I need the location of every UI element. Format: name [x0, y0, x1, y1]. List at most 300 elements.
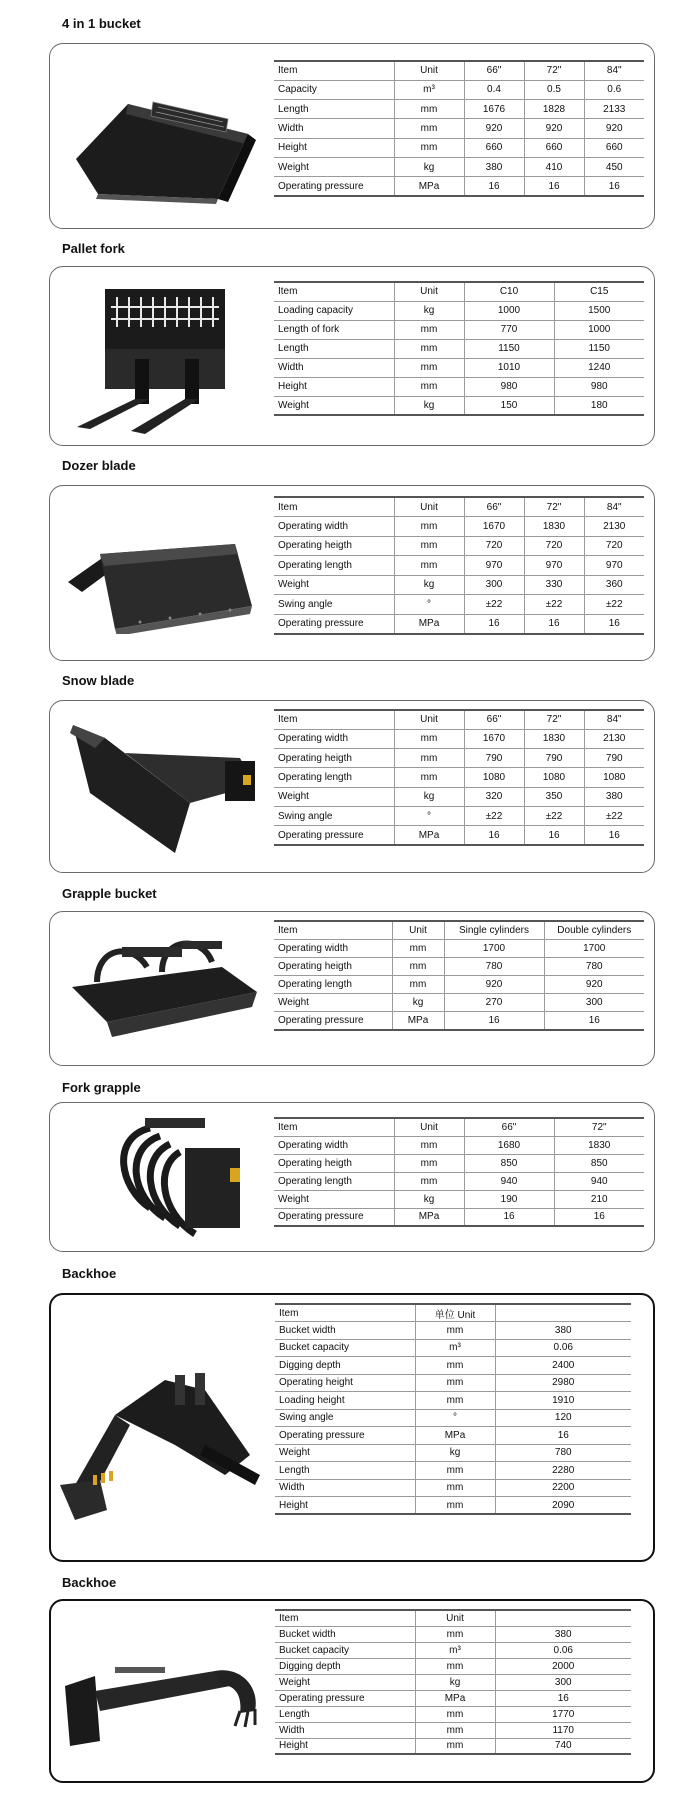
row-label: Operating length [274, 768, 394, 787]
row-label: Operating width [274, 517, 394, 537]
table-row [274, 614, 644, 634]
table-row [274, 806, 644, 825]
column-header: Unit [394, 282, 464, 301]
row-label: Weight [274, 396, 394, 415]
table-row [275, 1374, 631, 1392]
table-cell: 920 [524, 119, 584, 138]
table-cell: ±22 [584, 806, 644, 825]
table-cell: 320 [464, 787, 524, 806]
column-header: Item [274, 921, 392, 939]
table-cell: mm [394, 749, 464, 768]
table-cell: mm [392, 939, 444, 957]
row-label: Length [275, 1462, 415, 1480]
product-card-grapple-bucket [49, 911, 655, 1066]
table-row [275, 1479, 631, 1497]
table-cell: 720 [584, 536, 644, 556]
table-row [275, 1357, 631, 1375]
table-cell: mm [415, 1479, 495, 1497]
table-cell: mm [415, 1357, 495, 1375]
table-cell: 16 [464, 1208, 554, 1226]
table-row [274, 377, 644, 396]
section-title-dozer-blade: Dozer blade [62, 458, 136, 473]
table-cell: kg [394, 396, 464, 415]
table-cell: 16 [495, 1427, 631, 1445]
table-cell: 980 [464, 377, 554, 396]
four-in-one-bucket-photo [58, 74, 258, 214]
table-row [275, 1674, 631, 1690]
table-cell: ° [394, 806, 464, 825]
row-label: Operating height [275, 1374, 415, 1392]
row-label: Operating pressure [274, 1208, 394, 1226]
row-label: Width [274, 358, 394, 377]
table-cell: 1080 [584, 768, 644, 787]
backhoe-small-photo [55, 1631, 275, 1761]
table-cell: 16 [584, 614, 644, 634]
snow-blade-photo [65, 713, 265, 863]
product-card-backhoe-small [49, 1599, 655, 1783]
column-header: 72" [524, 497, 584, 517]
table-row [275, 1392, 631, 1410]
row-label: Swing angle [274, 806, 394, 825]
column-header: 84" [584, 61, 644, 80]
table-cell: 660 [524, 138, 584, 157]
table-cell: 16 [524, 177, 584, 196]
table-cell: 980 [554, 377, 644, 396]
column-header: 84" [584, 710, 644, 729]
table-cell: 940 [464, 1172, 554, 1190]
table-row [274, 1190, 644, 1208]
section-title-grapple-bucket: Grapple bucket [62, 886, 157, 901]
column-header: 66" [464, 61, 524, 80]
row-label: Weight [274, 787, 394, 806]
column-header: Item [274, 61, 394, 80]
table-cell: 360 [584, 575, 644, 595]
row-label: Operating pressure [274, 177, 394, 196]
table-cell: kg [392, 994, 444, 1012]
table-cell: ±22 [524, 806, 584, 825]
row-label: Height [275, 1497, 415, 1515]
table-cell: 1000 [554, 320, 644, 339]
table-cell: mm [415, 1497, 495, 1515]
row-label: Swing angle [275, 1409, 415, 1427]
table-row [274, 826, 644, 845]
row-label: Bucket width [275, 1626, 415, 1642]
table-cell: 780 [495, 1444, 631, 1462]
table-row [274, 595, 644, 615]
table-cell: 380 [584, 787, 644, 806]
table-cell: 1830 [524, 517, 584, 537]
column-header: Unit [394, 497, 464, 517]
grapple-bucket-photo [62, 927, 262, 1047]
row-label: Bucket width [275, 1322, 415, 1340]
table-cell: 300 [464, 575, 524, 595]
section-title-4in1-bucket: 4 in 1 bucket [62, 16, 141, 31]
table-row [275, 1462, 631, 1480]
table-cell: m³ [415, 1642, 495, 1658]
table-cell: 270 [444, 994, 544, 1012]
table-cell: MPa [394, 177, 464, 196]
table-cell: 330 [524, 575, 584, 595]
product-card-backhoe [49, 1293, 655, 1562]
table-cell: 920 [444, 976, 544, 994]
table-row [275, 1690, 631, 1706]
table-cell: 16 [584, 826, 644, 845]
spec-table-backhoe-small [275, 1609, 631, 1755]
row-label: Operating heigth [274, 749, 394, 768]
row-label: Weight [274, 1190, 394, 1208]
table-cell: 150 [464, 396, 554, 415]
table-cell: 850 [464, 1154, 554, 1172]
table-row [274, 157, 644, 176]
table-cell: 850 [554, 1154, 644, 1172]
row-label: Operating pressure [274, 614, 394, 634]
table-row [274, 1012, 644, 1030]
table-row [275, 1322, 631, 1340]
column-header: Unit [392, 921, 444, 939]
table-cell: 16 [544, 1012, 644, 1030]
table-row [275, 1427, 631, 1445]
column-header: Unit [415, 1610, 495, 1626]
table-cell: mm [394, 556, 464, 576]
table-cell: 16 [464, 177, 524, 196]
fork-grapple-photo [90, 1108, 270, 1248]
column-header: Item [274, 1118, 394, 1136]
row-label: Operating width [274, 1136, 394, 1154]
section-title-backhoe: Backhoe [62, 1266, 117, 1281]
table-cell: ±22 [464, 806, 524, 825]
column-header: 66" [464, 1118, 554, 1136]
table-cell: ° [394, 595, 464, 615]
table-cell: 1150 [464, 339, 554, 358]
table-row [274, 1172, 644, 1190]
table-row [274, 396, 644, 415]
table-cell: 780 [444, 957, 544, 975]
section-title-fork-grapple: Fork grapple [62, 1080, 141, 1095]
section-title-pallet-fork: Pallet fork [62, 241, 125, 256]
table-cell: mm [394, 536, 464, 556]
table-cell: 2130 [584, 729, 644, 748]
table-cell: 2980 [495, 1374, 631, 1392]
row-label: Operating length [274, 1172, 394, 1190]
table-cell: 660 [464, 138, 524, 157]
table-cell: ±22 [584, 595, 644, 615]
table-row [274, 556, 644, 576]
table-cell: mm [394, 138, 464, 157]
table-cell: 350 [524, 787, 584, 806]
table-cell: 1240 [554, 358, 644, 377]
table-cell: 740 [495, 1738, 631, 1754]
table-cell: 1828 [524, 100, 584, 119]
table-cell: 410 [524, 157, 584, 176]
row-label: Width [275, 1722, 415, 1738]
table-cell: 2200 [495, 1479, 631, 1497]
pallet-fork-photo [65, 279, 245, 439]
table-cell: MPa [415, 1690, 495, 1706]
table-row [274, 100, 644, 119]
table-cell: 940 [554, 1172, 644, 1190]
table-cell: 190 [464, 1190, 554, 1208]
table-cell: 450 [584, 157, 644, 176]
table-cell: 300 [544, 994, 644, 1012]
row-label: Digging depth [275, 1357, 415, 1375]
table-cell: mm [394, 1172, 464, 1190]
table-cell: m³ [394, 80, 464, 99]
table-cell: mm [394, 1136, 464, 1154]
row-label: Weight [274, 157, 394, 176]
row-label: Digging depth [275, 1658, 415, 1674]
table-cell: 380 [495, 1626, 631, 1642]
column-header: Unit [394, 1118, 464, 1136]
table-cell: 2400 [495, 1357, 631, 1375]
table-row [274, 575, 644, 595]
product-card-pallet-fork [49, 266, 655, 446]
table-row [274, 177, 644, 196]
table-cell: kg [394, 157, 464, 176]
table-row [275, 1626, 631, 1642]
row-label: Operating length [274, 976, 392, 994]
table-cell: 16 [444, 1012, 544, 1030]
row-label: Capacity [274, 80, 394, 99]
row-label: Length [274, 100, 394, 119]
column-header: Single cylinders [444, 921, 544, 939]
table-cell: 2280 [495, 1462, 631, 1480]
row-label: Length of fork [274, 320, 394, 339]
table-cell: kg [415, 1674, 495, 1690]
table-row [274, 976, 644, 994]
table-cell: kg [394, 301, 464, 320]
table-cell: kg [394, 1190, 464, 1208]
table-cell: 1080 [524, 768, 584, 787]
table-cell: 1080 [464, 768, 524, 787]
table-cell: m³ [415, 1339, 495, 1357]
table-cell: 0.6 [584, 80, 644, 99]
table-cell: 1830 [554, 1136, 644, 1154]
table-cell: 1770 [495, 1706, 631, 1722]
table-row [274, 994, 644, 1012]
table-cell: 1700 [544, 939, 644, 957]
row-label: Weight [274, 994, 392, 1012]
column-header: Double cylinders [544, 921, 644, 939]
table-cell: mm [415, 1392, 495, 1410]
table-row [274, 80, 644, 99]
column-header: Item [274, 497, 394, 517]
table-cell: ±22 [524, 595, 584, 615]
column-header [495, 1304, 631, 1322]
row-label: Height [274, 377, 394, 396]
table-cell: 380 [464, 157, 524, 176]
table-cell: 770 [464, 320, 554, 339]
table-cell: 720 [524, 536, 584, 556]
table-row [275, 1339, 631, 1357]
row-label: Operating pressure [275, 1690, 415, 1706]
product-card-fork-grapple [49, 1102, 655, 1252]
table-header-row [275, 1610, 631, 1626]
row-label: Operating pressure [274, 826, 394, 845]
table-cell: 1676 [464, 100, 524, 119]
column-header: 66" [464, 710, 524, 729]
table-cell: 720 [464, 536, 524, 556]
column-header: C15 [554, 282, 644, 301]
table-row [275, 1658, 631, 1674]
table-cell: mm [415, 1706, 495, 1722]
table-cell: 1670 [464, 517, 524, 537]
row-label: Loading height [275, 1392, 415, 1410]
table-cell: 1150 [554, 339, 644, 358]
row-label: Width [274, 119, 394, 138]
table-row [274, 320, 644, 339]
table-cell: 790 [464, 749, 524, 768]
table-header-row [274, 921, 644, 939]
table-row [274, 536, 644, 556]
column-header: 84" [584, 497, 644, 517]
table-cell: mm [394, 339, 464, 358]
table-cell: 790 [524, 749, 584, 768]
row-label: Height [274, 138, 394, 157]
table-row [274, 729, 644, 748]
table-row [275, 1409, 631, 1427]
table-row [275, 1722, 631, 1738]
table-row [274, 1136, 644, 1154]
column-header: 66" [464, 497, 524, 517]
spec-table-dozer-blade [274, 496, 644, 635]
table-cell: 2000 [495, 1658, 631, 1674]
table-cell: 16 [584, 177, 644, 196]
table-cell: 0.06 [495, 1642, 631, 1658]
table-header-row [274, 282, 644, 301]
backhoe-photo [55, 1335, 265, 1535]
table-header-row [274, 61, 644, 80]
table-cell: mm [415, 1374, 495, 1392]
row-label: Height [275, 1738, 415, 1754]
product-card-snow-blade [49, 700, 655, 873]
table-cell: 180 [554, 396, 644, 415]
table-row [274, 119, 644, 138]
table-cell: MPa [394, 1208, 464, 1226]
row-label: Length [274, 339, 394, 358]
table-row [274, 138, 644, 157]
row-label: Operating pressure [274, 1012, 392, 1030]
table-cell: 1010 [464, 358, 554, 377]
column-header: 单位 Unit [415, 1304, 495, 1322]
table-header-row [274, 1118, 644, 1136]
table-cell: mm [394, 377, 464, 396]
spec-table-pallet-fork [274, 281, 644, 416]
table-row [275, 1642, 631, 1658]
table-cell: 120 [495, 1409, 631, 1427]
table-header-row [274, 710, 644, 729]
table-cell: 16 [524, 614, 584, 634]
table-cell: 920 [544, 976, 644, 994]
table-row [274, 787, 644, 806]
table-cell: 16 [464, 826, 524, 845]
table-row [274, 1154, 644, 1172]
table-cell: 16 [495, 1690, 631, 1706]
table-cell: 920 [464, 119, 524, 138]
table-cell: 1170 [495, 1722, 631, 1738]
table-cell: 1830 [524, 729, 584, 748]
table-row [274, 768, 644, 787]
table-cell: mm [392, 976, 444, 994]
table-cell: 0.5 [524, 80, 584, 99]
column-header: 72" [524, 61, 584, 80]
row-label: Operating heigth [274, 1154, 394, 1172]
row-label: Swing angle [274, 595, 394, 615]
table-cell: 970 [524, 556, 584, 576]
table-cell: mm [415, 1658, 495, 1674]
row-label: Width [275, 1479, 415, 1497]
table-cell: 1700 [444, 939, 544, 957]
row-label: Operating heigth [274, 536, 394, 556]
column-header: Item [275, 1610, 415, 1626]
table-cell: 300 [495, 1674, 631, 1690]
row-label: Operating pressure [275, 1427, 415, 1445]
row-label: Weight [274, 575, 394, 595]
table-cell: mm [394, 320, 464, 339]
row-label: Operating width [274, 939, 392, 957]
table-cell: mm [392, 957, 444, 975]
table-cell: 1910 [495, 1392, 631, 1410]
table-row [274, 957, 644, 975]
table-cell: 1000 [464, 301, 554, 320]
row-label: Operating heigth [274, 957, 392, 975]
table-header-row [275, 1304, 631, 1322]
spec-table-fork-grapple [274, 1117, 644, 1227]
row-label: Length [275, 1706, 415, 1722]
column-header: 72" [524, 710, 584, 729]
table-cell: mm [415, 1722, 495, 1738]
column-header: Item [274, 282, 394, 301]
product-card-4in1-bucket [49, 43, 655, 229]
column-header [495, 1610, 631, 1626]
table-row [274, 358, 644, 377]
section-title-backhoe-small: Backhoe [62, 1575, 117, 1590]
table-cell: mm [394, 119, 464, 138]
table-row [275, 1497, 631, 1515]
table-row [274, 939, 644, 957]
row-label: Loading capacity [274, 301, 394, 320]
table-cell: 2090 [495, 1497, 631, 1515]
table-header-row [274, 497, 644, 517]
table-cell: kg [394, 575, 464, 595]
spec-table-snow-blade [274, 709, 644, 846]
table-cell: kg [394, 787, 464, 806]
table-row [275, 1738, 631, 1754]
table-cell: mm [394, 768, 464, 787]
section-title-snow-blade: Snow blade [62, 673, 135, 688]
table-row [274, 1208, 644, 1226]
product-card-dozer-blade [49, 485, 655, 661]
table-cell: 0.06 [495, 1339, 631, 1357]
table-row [274, 339, 644, 358]
table-row [274, 517, 644, 537]
table-cell: 1500 [554, 301, 644, 320]
row-label: Operating length [274, 556, 394, 576]
table-cell: MPa [394, 826, 464, 845]
table-row [274, 301, 644, 320]
table-cell: mm [415, 1626, 495, 1642]
table-cell: 0.4 [464, 80, 524, 99]
table-cell: 16 [554, 1208, 644, 1226]
table-cell: 970 [584, 556, 644, 576]
table-cell: MPa [392, 1012, 444, 1030]
table-cell: 660 [584, 138, 644, 157]
table-cell: 1680 [464, 1136, 554, 1154]
table-cell: ±22 [464, 595, 524, 615]
column-header: C10 [464, 282, 554, 301]
table-row [274, 749, 644, 768]
table-cell: mm [415, 1462, 495, 1480]
row-label: Operating width [274, 729, 394, 748]
